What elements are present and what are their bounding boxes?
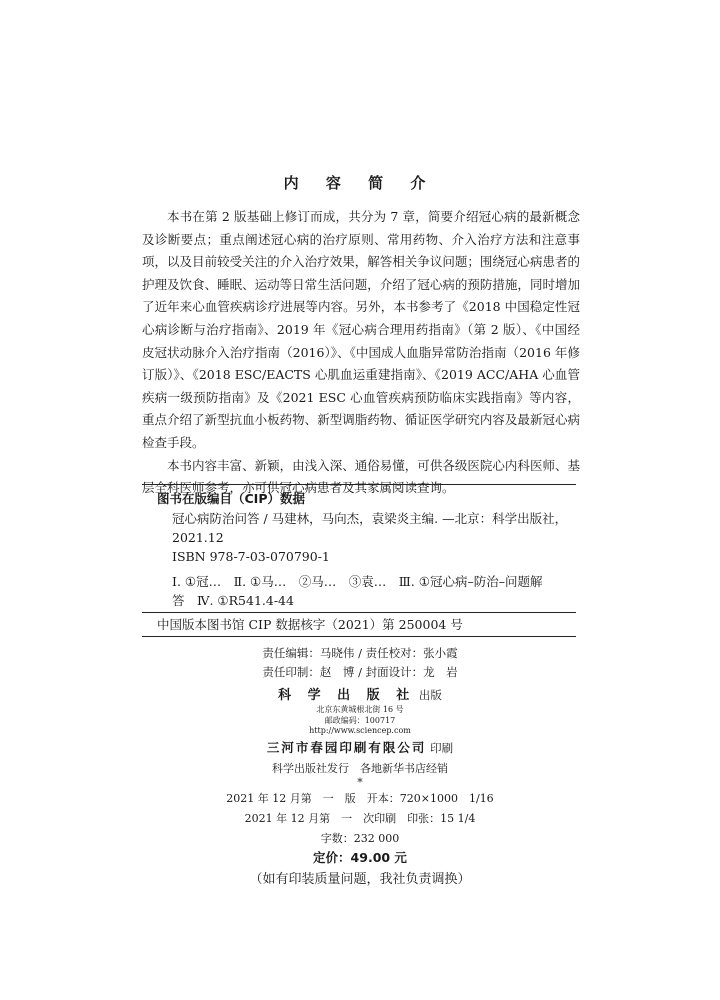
edition-line: 2021 年 12 月第 一 版 开本：720×1000 1/16 [226,792,494,805]
page-title: 内 容 简 介 [283,174,437,192]
print-label: 责任印制： [262,665,320,679]
cip-line-3: ISBN 978-7-03-070790-1 [172,549,330,564]
credit-separator: / [358,646,366,660]
imprint-separator: * [357,776,363,789]
cip-record-number: 中国版本图书馆 CIP 数据核字（2021）第 250004 号 [157,617,463,632]
credits-row-1 [0,645,720,661]
publisher-address: 北京东黄城根北街 16 号 [316,705,404,714]
intro-paragraph-2: 本书内容丰富、新颖，由浅入深、通俗易懂，可供各级医院心内科医师、基层全科医师参考，亦可供冠心病患者及其家属阅读查询。 [142,457,580,496]
cip-line-2: 2021.12 [172,530,224,545]
printer-logo-text: 三河市春园印刷有限公司 [266,740,427,755]
cip-middle-rule [142,612,576,613]
printer-row [0,738,720,756]
wordcount-line: 字数：232 000 [320,832,400,845]
publisher-suffix: 出版 [418,688,442,702]
publisher-row [0,684,720,703]
cip-heading: 图书在版编目（CIP）数据 [157,491,305,506]
credits-row-2 [0,664,720,680]
proof-label: 责任校对： [365,646,424,660]
price-line: 定价：49.00 元 [313,850,407,865]
credit-separator-2: / [358,665,366,679]
publisher-postcode: 邮政编码：100717 [324,716,396,725]
cover-label: 封面设计： [365,665,424,679]
editor-label: 责任编辑： [262,646,320,660]
print-name: 赵 博 [319,665,355,679]
cover-name: 龙 岩 [423,665,458,679]
editor-name: 马晓伟 [319,646,355,660]
publisher-logo-text: 科 学 出 版 社 [278,688,416,703]
proof-name: 张小霞 [423,646,458,660]
cip-bottom-rule [142,636,576,637]
cip-line-4: Ⅰ. ①冠… Ⅱ. ①马… ②马… ③袁… Ⅲ. ①冠心病–防治–问题解 [172,574,543,589]
book-introduction [142,206,580,500]
quality-notice: （如有印装质量问题，我社负责调换） [249,872,471,887]
cip-top-rule [142,484,576,485]
printer-suffix: 印刷 [430,741,454,755]
distribution-line: 科学出版社发行 各地新华书店经销 [272,762,448,775]
cip-line-1: 冠心病防治问答 / 马建林，马向杰，袁梁炎主编. —北京：科学出版社， [172,511,568,526]
printing-line: 2021 年 12 月第 一 次印刷 印张：15 1/4 [244,812,476,825]
cip-line-5: 答 Ⅳ. ①R541.4-44 [172,593,294,608]
intro-paragraph-1: 本书在第 2 版基础上修订而成，共分为 7 章，简要介绍冠心病的最新概念及诊断要点；重点阐述冠心病的治疗原则、常用药物、介入治疗方法和注意事项，以及目前较受关注的介入治疗效果，解答相关争议问题；围绕冠心病患者的护理及饮食、睡眠、运动等日常生活问题，介绍了冠心病的预防措施，同时增加了近年来心血管疾病诊疗进展等内容。另外，本书参考了《2018 中国稳定性冠心病诊断与治疗指南》、2019 年《冠心病合理用药指南》（第 2 版）、《中国经皮冠状动脉介入治疗指南（2016）》、《中国成人血脂异常防治指南（2016 年修订版）》、《2018 ESC/EACTS 心肌血运重建指南》、《2019 ACC/AHA 心血管疾病一级预防指南》及《2021 ESC 心血管疾病预防临床实践指南》等内容，重点介绍了新型抗血小板药物、新型调脂药物、循证医学研究内容及最新冠心病检查手段。 [142,209,580,450]
publisher-url: http://www.sciencep.com [309,726,411,735]
